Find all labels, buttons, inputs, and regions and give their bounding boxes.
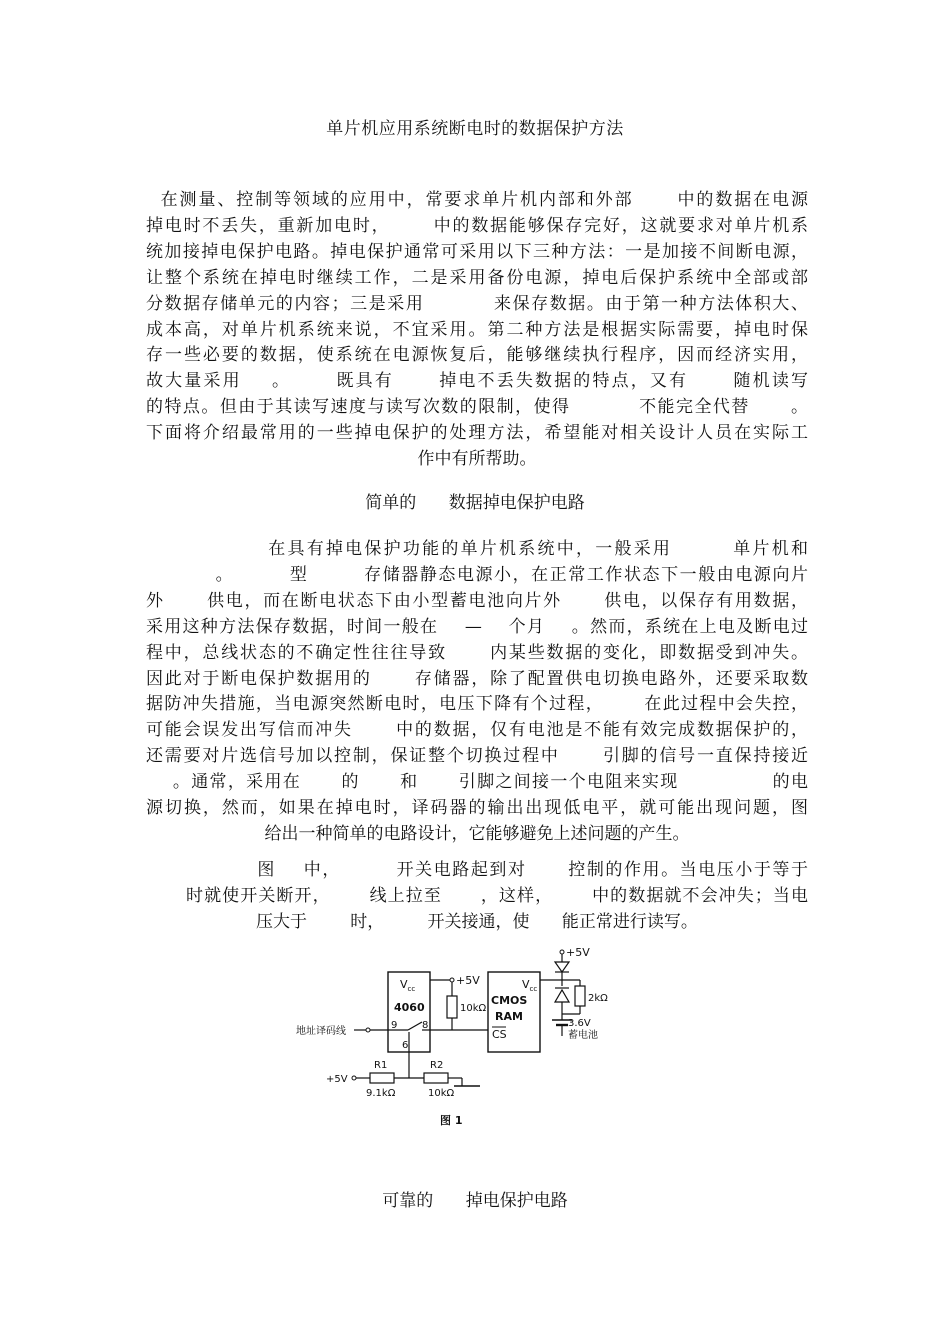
- battery-label: 蓄电池: [568, 1030, 598, 1041]
- plus5v-label-b: +5V: [326, 1074, 348, 1085]
- text-line: 可能会误发出写信而冲失 中的数据，仅有电池是不能有效完成数据保护的，: [146, 720, 808, 741]
- r2-value: 10kΩ: [428, 1088, 455, 1099]
- plus5v-label-top: +5V: [566, 946, 590, 959]
- text-line: 时就使开关断开， 线上拉至 ，这样， 中的数据就不会冲失；当电: [186, 885, 808, 906]
- resistor-r2: [424, 1073, 448, 1083]
- text-line: 压大于 时， 开关接通，使 能正常进行读写。: [256, 911, 698, 932]
- ic2-cs-label: CS: [492, 1028, 507, 1041]
- diode-bottom: [555, 990, 569, 1002]
- text-line: 在测量、控制等领域的应用中，常要求单片机内部和外部 中的数据在电源: [146, 190, 808, 210]
- text-line: 存一些必要的数据，使系统在电源恢复后，能够继续执行程序，因而经济实用，: [146, 345, 808, 366]
- text-line: 作中有所帮助。: [417, 449, 537, 470]
- switch-blade: [408, 1022, 422, 1030]
- battery-voltage-label: 3.6V: [568, 1018, 591, 1029]
- text-line: 分数据存储单元的内容；三是采用 来保存数据。由于第一种方法体积大、: [146, 293, 808, 314]
- paragraph-figure-description: [146, 858, 808, 936]
- text-line: 。 型 存储器静态电源小，在正常工作状态下一般由电源向片: [146, 564, 808, 585]
- r1-label: R1: [374, 1060, 388, 1071]
- diode-top: [555, 962, 569, 972]
- resistor-10k-a: [447, 996, 457, 1018]
- text-line: 的特点。但由于其读写速度与读写次数的限制，使得 不能完全代替 。: [146, 397, 808, 418]
- r2-label: R2: [430, 1060, 444, 1071]
- document-title: 单片机应用系统断电时的数据保护方法: [326, 119, 624, 139]
- r1-value: 9.1kΩ: [366, 1088, 396, 1099]
- ic2-vcc-label: $V_{cc}$: [522, 978, 538, 993]
- text-line: 统加接掉电保护电路。掉电保护通常可采用以下三种方法：一是加接不间断电源，: [146, 241, 808, 262]
- text-line: 。通常，采用在 的 和 引脚之间接一个电阻来实现 的电: [146, 772, 808, 793]
- text-line: 在具有掉电保护功能的单片机系统中，一般采用 单片机和: [146, 539, 808, 559]
- ic2-line1: CMOS: [491, 994, 528, 1007]
- text-line: 据防冲失措施，当电源突然断电时，电压下降有个过程， 在此过程中会失控，: [146, 694, 808, 715]
- text-line: 图 中， 开关电路起到对 控制的作用。当电压小于等于: [146, 860, 808, 880]
- paragraph-simple-circuit: [146, 537, 808, 848]
- text-line: 下面将介绍最常用的一些掉电保护的处理方法，希望能对相关设计人员在实际工: [146, 423, 808, 444]
- text-line: 给出一种简单的电路设计，它能够避免上述问题的产生。: [264, 823, 690, 844]
- pin9-label: 9: [391, 1020, 398, 1031]
- text-line: 故大量采用 。 既具有 掉电不丢失数据的特点，又有 随机读写: [146, 371, 808, 392]
- paragraph-intro: [146, 188, 808, 473]
- text-line: 让整个系统在掉电时继续工作，二是采用备份电源，掉电后保护系统中全部或部: [146, 267, 808, 288]
- pin8-label: 8: [422, 1020, 429, 1031]
- plus5v-label-a: +5V: [456, 974, 480, 987]
- resistor-r1: [370, 1073, 394, 1083]
- text-line: 因此对于断电保护数据用的 存储器，除了配置供电切换电路外，还要采取数: [146, 668, 808, 689]
- ic1-vcc-label: $V_{cc}$: [400, 978, 416, 993]
- text-line: 源切换，然而，如果在掉电时，译码器的输出出现低电平，就可能出现问题，图: [146, 798, 808, 819]
- circuit-diagram: [290, 940, 620, 1130]
- pin6-label: 6: [402, 1040, 409, 1051]
- res-10k-label-a: 10kΩ: [460, 1003, 487, 1014]
- text-line: 外 供电，而在断电状态下由小型蓄电池向片外 供电，以保存有用数据，: [146, 590, 808, 611]
- addr-line-label: 地址译码线: [296, 1026, 346, 1037]
- text-line: 程中，总线状态的不确定性往往导致 内某些数据的变化，即数据受到冲失。: [146, 642, 808, 663]
- section-heading-simple: 简单的 数据掉电保护电路: [365, 493, 585, 513]
- figure-caption: 图 1: [440, 1114, 463, 1127]
- ic2-line2: RAM: [495, 1010, 523, 1023]
- text-line: 还需要对片选信号加以控制，保证整个切换过程中 引脚的信号一直保持接近: [146, 746, 808, 767]
- res-2k-label: 2kΩ: [588, 993, 608, 1004]
- text-line: 掉电时不丢失，重新加电时， 中的数据能够保存完好，这就要求对单片机系: [146, 215, 808, 236]
- ic1-name: 4060: [394, 1001, 425, 1014]
- resistor-2k: [575, 986, 585, 1006]
- text-line: 采用这种方法保存数据，时间一般在 — 个月 。然而，系统在上电及断电过: [146, 616, 808, 637]
- text-line: 成本高，对单片机系统来说，不宜采用。第二种方法是根据实际需要，掉电时保: [146, 319, 808, 340]
- section-heading-reliable: 可靠的 掉电保护电路: [382, 1191, 568, 1211]
